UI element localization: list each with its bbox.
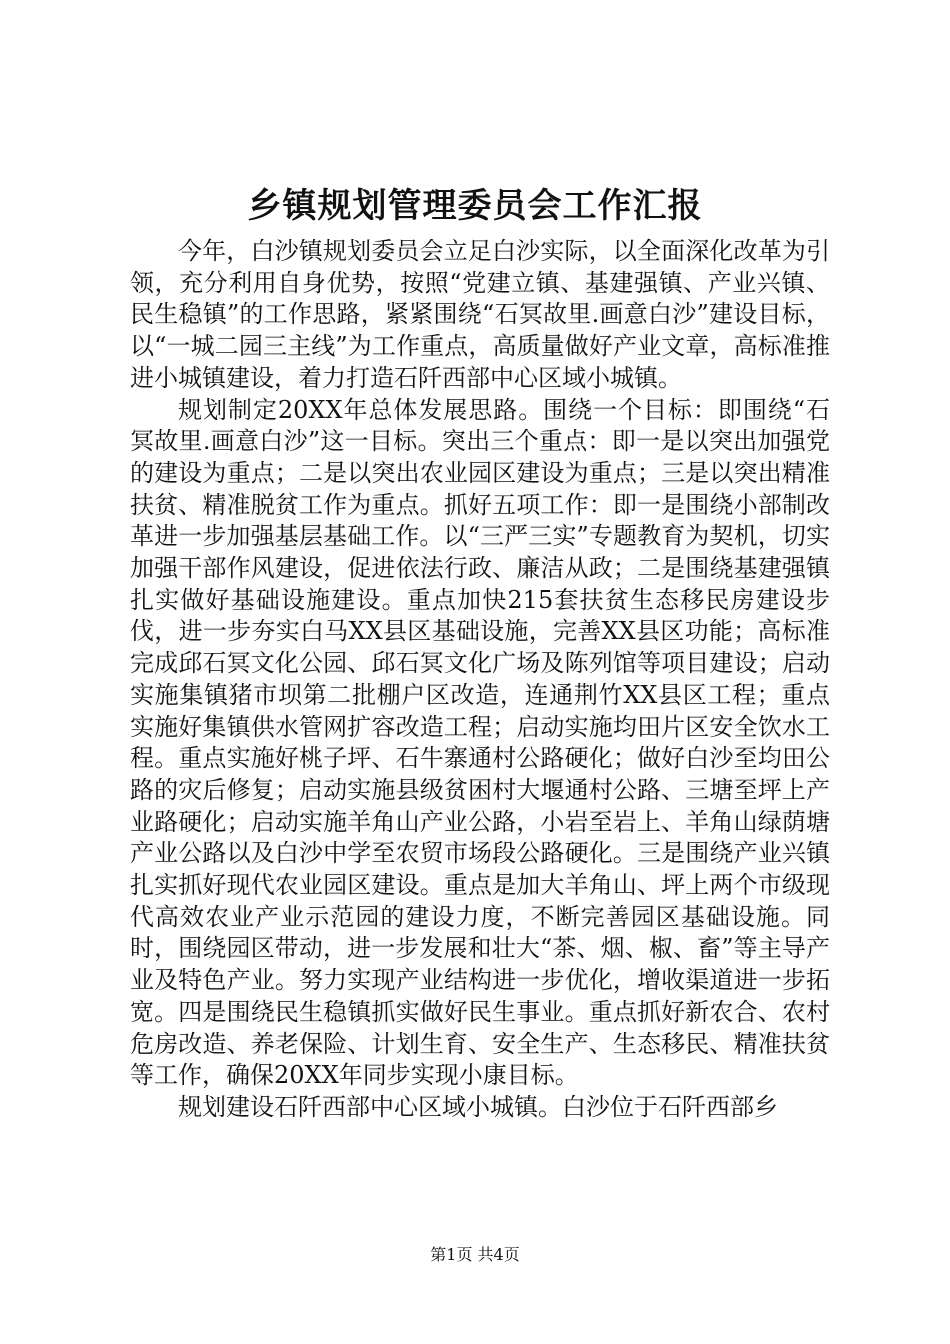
document-body: [130, 236, 830, 1124]
document-title: 乡镇规划管理委员会工作汇报: [247, 186, 703, 226]
paragraph-intro: 今年，白沙镇规划委员会立足白沙实际，以全面深化改革为引领，充分利用自身优势，按照“党建立镇、基建强镇、产业兴镇、民生稳镇”的工作思路，紧紧围绕“石冥故里.画意白沙”建设目标，以“一城二园三主线”为工作重点，高质量做好产业文章，高标准推进小城镇建设，着力打造石阡西部中心区域小城镇。: [130, 237, 830, 392]
paragraph-town-construction: 规划建设石阡西部中心区域小城镇。白沙位于石阡西部乡: [178, 1092, 778, 1121]
paragraph-development-plan: 规划制定20XX年总体发展思路。围绕一个目标：即围绕“石冥故里.画意白沙”这一目标。突出三个重点：即一是以突出加强党的建设为重点；二是以突出农业园区建设为重点；三是以突出精准扶贫、精准脱贫工作为重点。抓好五项工作：即一是围绕小部制改革进一步加强基层基础工作。以“三严三实”专题教育为契机，切实加强干部作风建设，促进依法行政、廉洁从政；二是围绕基建强镇扎实做好基础设施建设。重点加快215套扶贫生态移民房建设步伐，进一步夯实白马XX县区基础设施，完善XX县区功能；高标准完成邱石冥文化公园、邱石冥文化广场及陈列馆等项目建设；启动实施集镇猪市坝第二批棚户区改造，连通荆竹XX县区工程；重点实施好集镇供水管网扩容改造工程；启动实施均田片区安全饮水工程。重点实施好桃子坪、石牛寨通村公路硬化；做好白沙至均田公路的灾后修复；启动实施县级贫困村大堰通村公路、三塘至坪上产业路硬化；启动实施羊角山产业公路，小岩至岩上、羊角山绿荫塘产业公路以及白沙中学至农贸市场段公路硬化。三是围绕产业兴镇扎实抓好现代农业园区建设。重点是加大羊角山、坪上两个市级现代高效农业产业示范园的建设力度，不断完善园区基础设施。同时，围绕园区带动，进一步发展和壮大“茶、烟、椒、畜”等主导产业及特色产业。努力实现产业结构进一步优化，增收渠道进一步拓宽。四是围绕民生稳镇抓实做好民生事业。重点抓好新农合、农村危房改造、养老保险、计划生育、安全生产、生态移民、精准扶贫等工作，确保20XX年同步实现小康目标。: [130, 395, 830, 1090]
page-footer: 第1页 共4页: [430, 1245, 520, 1264]
